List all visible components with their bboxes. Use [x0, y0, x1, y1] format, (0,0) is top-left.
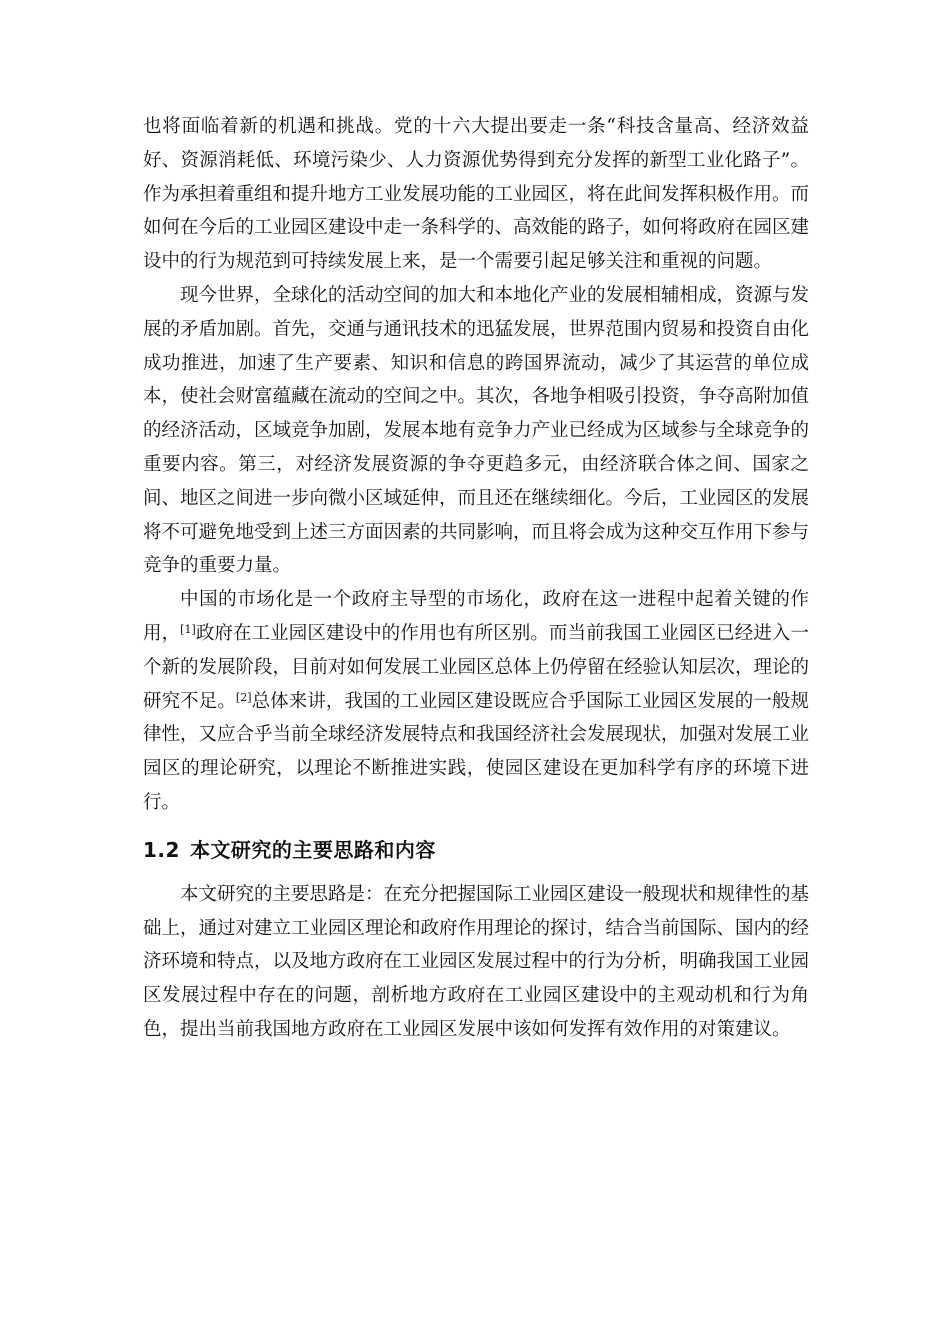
citation-1: [1]	[180, 622, 196, 636]
paragraph-3-text-a: 中国的市场化是一个政府主导型的市场化，政府在这一进程中起着关键的作用，	[143, 589, 809, 644]
document-page	[143, 110, 809, 1047]
paragraph-3	[143, 583, 809, 820]
section-heading	[143, 832, 809, 868]
citation-2: [2]	[235, 690, 252, 704]
paragraph-3-text-c: 总体来讲，我国的工业园区建设既应合乎国际工业园区发展的一般规律性，又应合乎当前全球经济发展特点和我国经济社会发展现状，加强对发展工业园区的理论研究，以理论不断推进实践，使园区建设在更加科学有序的环境下进行。	[143, 690, 810, 813]
paragraph-2: 现今世界，全球化的活动空间的加大和本地化产业的发展相辅相成，资源与发展的矛盾加剧。首先，交通与通讯技术的迅猛发展，世界范围内贸易和投资自由化成功推进，加速了生产要素、知识和信息的跨国界流动，减少了其运营的单位成本，使社会财富蕴藏在流动的空间之中。其次，各地争相吸引投资，争夺高附加值的经济活动，区域竞争加剧，发展本地有竞争力产业已经成为区域参与全球竞争的重要内容。第三，对经济发展资源的争夺更趋多元，由经济联合体之间、国家之间、地区之间进一步向微小区域延伸，而且还在继续细化。今后，工业园区的发展将不可避免地受到上述三方面因素的共同影响，而且将会成为这种交互作用下参与竞争的重要力量。	[143, 284, 810, 577]
paragraph-3-text-b: 政府在工业园区建设中的作用也有所区别。而当前我国工业园区已经进入一个新的发展阶段，目前对如何发展工业园区总体上仍停留在经验认知层次，理论的研究不足。	[143, 622, 810, 712]
section-title: 本文研究的主要思路和内容	[189, 837, 436, 862]
section-number: 1.2	[143, 837, 180, 862]
paragraph-1: 也将面临着新的机遇和挑战。党的十六大提出要走一条“科技含量高、经济效益好、资源消耗低、环境污染少、人力资源优势得到充分发挥的新型工业化路子”。作为承担着重组和提升地方工业发展功能的工业园区，将在此间发挥积极作用。而如何在今后的工业园区建设中走一条科学的、高效能的路子，如何将政府在园区建设中的行为规范到可持续发展上来，是一个需要引起足够关注和重视的问题。	[143, 116, 810, 273]
paragraph-4: 本文研究的主要思路是：在充分把握国际工业园区建设一般现状和规律性的基础上，通过对建立工业园区理论和政府作用理论的探讨，结合当前国际、国内的经济环境和特点，以及地方政府在工业园区发展过程中的行为分析，明确我国工业园区发展过程中存在的问题，剖析地方政府在工业园区建设中的主观动机和行为角色，提出当前我国地方政府在工业园区发展中该如何发挥有效作用的对策建议。	[143, 883, 810, 1040]
